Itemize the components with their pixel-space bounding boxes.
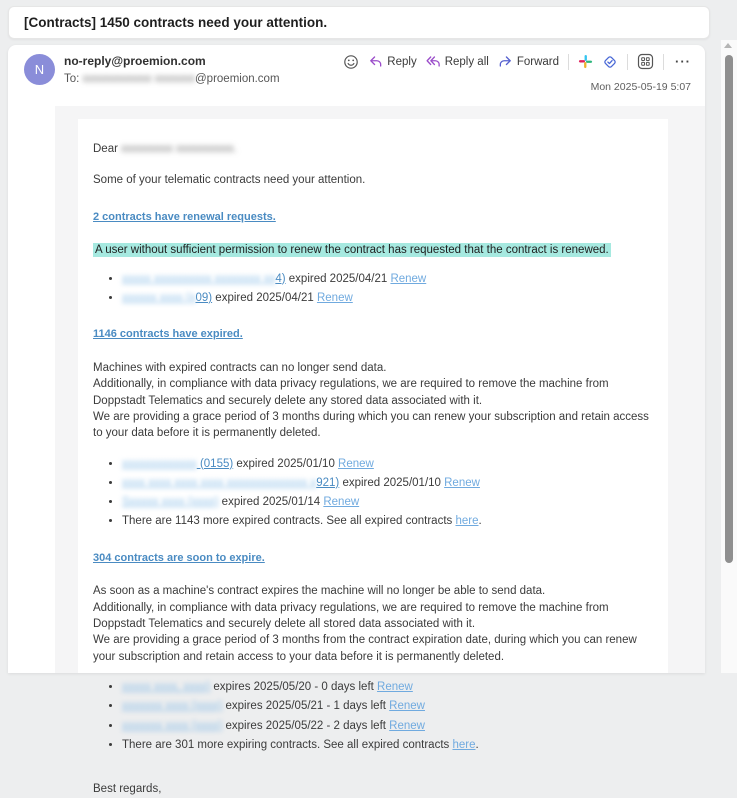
greeting-redacted-name: xxxxxxxxx xxxxxxxxxx.: [121, 143, 237, 155]
contract-detail-text: expires 2025/05/20 - 0 days left: [210, 681, 378, 694]
paragraph-line: Machines with expired contracts can no longer send data.: [93, 361, 387, 374]
message-toolbar: [343, 53, 693, 70]
contract-name-link[interactable]: xxxxx xxxxxxxxxx xxxxxxxx xx: [122, 272, 276, 285]
highlighted-note: [93, 242, 653, 258]
contract-detail-text: expired 2025/04/21: [285, 272, 391, 285]
contract-name-link[interactable]: xxxxxxx xxxx (xxxx): [122, 719, 223, 732]
contract-name-link[interactable]: xxxxxxxxxxxxx: [122, 457, 197, 470]
avatar[interactable]: N: [24, 54, 55, 85]
forward-button[interactable]: [498, 54, 559, 69]
contract-name-link[interactable]: 09): [195, 291, 213, 304]
apps-grid-icon[interactable]: [637, 53, 654, 70]
contract-list-item: [122, 737, 653, 753]
see-all-here-link[interactable]: here: [452, 739, 476, 752]
highlight-text: A user without sufficient permission to renew the contract has requested that the contract is renewed.: [95, 244, 609, 257]
contract-name-link[interactable]: xxxxxx xxxx (x: [122, 291, 196, 304]
contract-name-link[interactable]: Sxxxxx xxxx (xxxx): [122, 496, 219, 509]
renew-link[interactable]: Renew: [390, 272, 427, 285]
contract-detail-text: expired 2025/01/10: [339, 476, 445, 489]
expiring-paragraph: [93, 583, 653, 665]
renew-link[interactable]: Renew: [338, 457, 374, 470]
renew-link[interactable]: Renew: [444, 476, 480, 489]
subject-bar: [8, 6, 710, 39]
reply-all-icon: [426, 54, 441, 69]
scrollbar-thumb[interactable]: [725, 55, 733, 563]
contract-list-item: [122, 698, 653, 714]
reading-pane-background: [55, 106, 705, 796]
reply-all-label: Reply all: [444, 55, 489, 68]
toolbar-divider: [627, 54, 628, 70]
recipient-domain: @proemion.com: [195, 73, 280, 85]
paragraph-line: As soon as a machine's contract expires the machine will no longer be able to send data.: [93, 585, 546, 598]
renewal-request-list: [93, 271, 653, 307]
to-label: To:: [64, 73, 80, 85]
message-date: Mon 2025-05-19 5:07: [590, 81, 691, 93]
forward-label: Forward: [516, 55, 559, 68]
contract-name-link[interactable]: xxxxxxx xxxx (xxxx): [122, 700, 223, 713]
closing-line: Best regards,: [93, 783, 162, 796]
contract-detail-text: expired 2025/01/14: [218, 496, 324, 509]
more-actions-button[interactable]: ···: [675, 54, 691, 69]
paragraph-line: Additionally, in compliance with data privacy regulations, we are required to remove the machine from Doppstadt Telematics and securely delete any stored data associated with it.: [93, 378, 609, 407]
toolbar-divider: [663, 54, 664, 70]
scrollbar-up-arrow-icon[interactable]: [724, 43, 732, 48]
contract-detail-text: expires 2025/05/22 - 2 days left: [222, 719, 390, 732]
email-body: [78, 119, 668, 796]
recipient-redacted: xxxxxxxxxxxx xxxxxxx: [82, 73, 195, 85]
see-all-here-link[interactable]: here: [455, 515, 479, 528]
reply-label: Reply: [387, 55, 417, 68]
contract-list-item: [122, 456, 653, 472]
expired-paragraph: [93, 360, 653, 442]
recipient-line: [64, 73, 280, 85]
sender-address: no-reply@proemion.com: [64, 54, 206, 68]
greeting-line: [93, 141, 653, 157]
slack-addin-icon[interactable]: [578, 54, 593, 69]
contract-list-item: [122, 679, 653, 695]
email-card: [8, 45, 705, 796]
reply-all-button[interactable]: [426, 54, 489, 69]
sender-block: [64, 54, 280, 85]
expiring-contracts-link[interactable]: 304 contracts are soon to expire.: [93, 551, 265, 564]
email-subject: [Contracts] 1450 contracts need your attention.: [24, 15, 328, 30]
scrollbar-track[interactable]: [721, 40, 737, 673]
contract-list-item: [122, 718, 653, 734]
paragraph-line: We are providing a grace period of 3 months from the contract expiration date, during which you can renew your subscription and retain access to your data before it is permanently deleted.: [93, 634, 637, 663]
contract-detail-text: There are 1143 more expired contracts. See all expired contracts: [122, 515, 456, 528]
contract-detail-text: There are 301 more expiring contracts. See all expired contracts: [122, 739, 453, 752]
contract-list-item: [122, 475, 653, 491]
contract-detail-text: expires 2025/05/21 - 1 days left: [222, 700, 390, 713]
paragraph-line: We are providing a grace period of 3 months during which you can renew your subscription and retain access to your data before it is permanently deleted.: [93, 410, 649, 440]
expired-contracts-link[interactable]: 1146 contracts have expired.: [93, 328, 243, 341]
reply-button[interactable]: [368, 54, 416, 69]
add-reaction-icon[interactable]: [343, 54, 359, 70]
contract-name-link[interactable]: 4): [275, 272, 286, 285]
contract-name-link[interactable]: xxxxx xxxx, xxxx): [122, 681, 211, 694]
intro-line: Some of your telematic contracts need your attention.: [93, 174, 366, 187]
checkmark-diamond-addin-icon[interactable]: [602, 54, 618, 70]
contract-name-link[interactable]: (0155): [196, 457, 234, 470]
contract-detail-text: expired 2025/01/10: [233, 457, 339, 470]
greeting-prefix: Dear: [93, 143, 122, 155]
toolbar-divider: [568, 54, 569, 70]
contract-list-item: [122, 513, 653, 529]
renew-link[interactable]: Renew: [389, 719, 425, 732]
contract-name-link[interactable]: xxxx xxxx xxxx xxxx xxxxxxxxxxxxxx x: [122, 476, 317, 489]
contract-detail-text: .: [478, 515, 482, 528]
contract-name-link[interactable]: 921): [316, 476, 340, 489]
expiring-contract-list: [93, 679, 653, 753]
renewal-requests-link[interactable]: 2 contracts have renewal requests.: [93, 210, 276, 223]
contract-detail-text: expired 2025/04/21: [212, 291, 317, 304]
renew-link[interactable]: Renew: [389, 700, 425, 713]
expired-contract-list: [93, 456, 653, 530]
contract-list-item: [122, 271, 653, 287]
renew-link[interactable]: Renew: [323, 496, 360, 509]
forward-icon: [498, 54, 513, 69]
contract-list-item: [122, 290, 653, 306]
reply-icon: [368, 54, 383, 69]
renew-link[interactable]: Renew: [377, 681, 413, 694]
paragraph-line: Additionally, in compliance with data privacy regulations, we are required to remove the machine from Doppstadt Telematics and securely delete all stored data associated with it.: [93, 601, 609, 631]
contract-list-item: [122, 494, 653, 510]
renew-link[interactable]: Renew: [316, 291, 353, 304]
contract-detail-text: .: [475, 739, 479, 752]
